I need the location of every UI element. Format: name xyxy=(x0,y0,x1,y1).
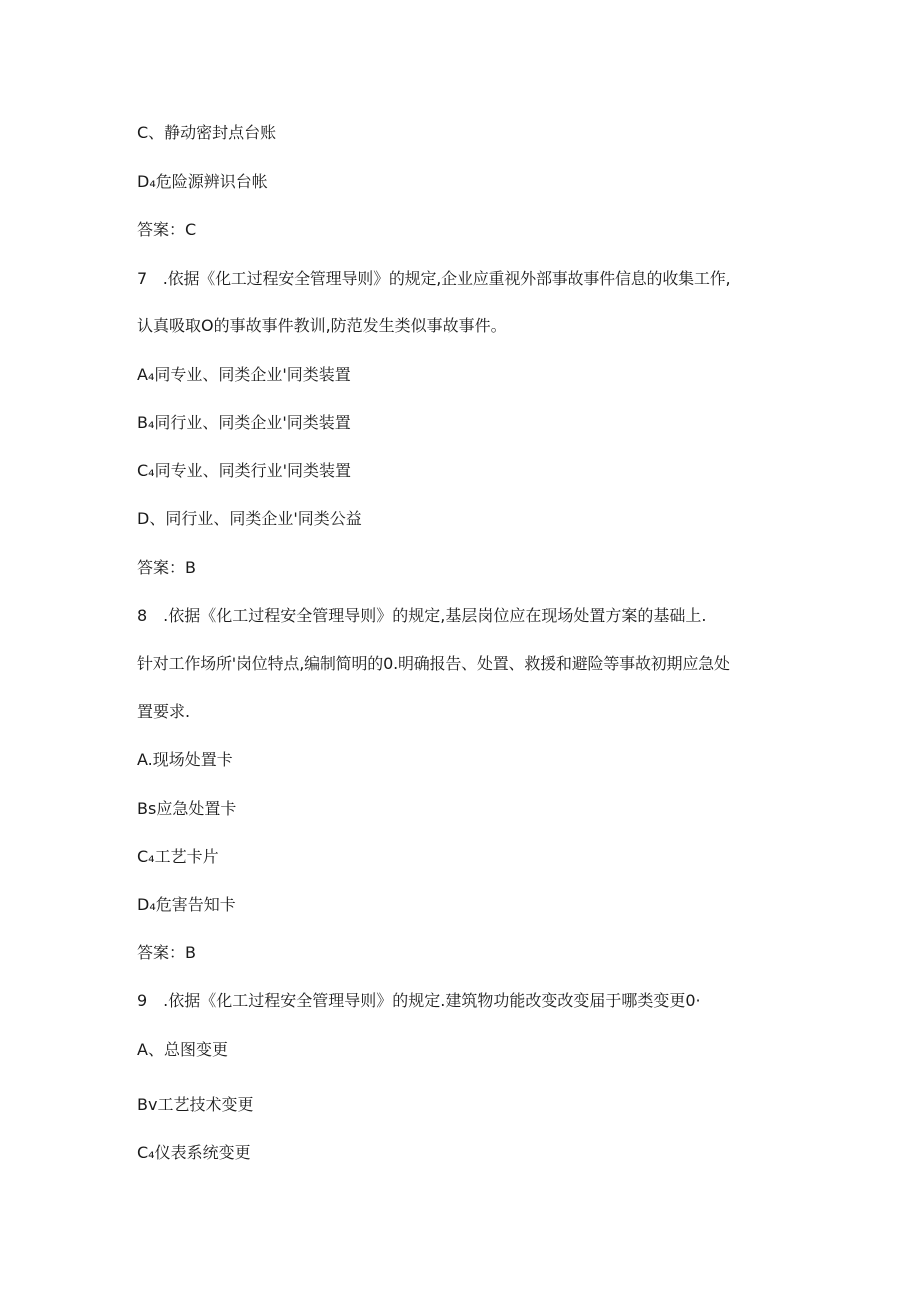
answer-q6: 答案：C xyxy=(137,220,197,239)
question-8-line-3: 置要求. xyxy=(137,702,191,721)
answer-q8: 答案：B xyxy=(137,943,196,962)
option-d-q6: D₄危险源辨识台帐 xyxy=(137,172,268,191)
question-8-line-1: 8 .依据《化工过程安全管理导则》的规定,基层岗位应在现场处置方案的基础上. xyxy=(137,606,707,625)
option-b-q9: Bv工艺技术变更 xyxy=(137,1095,254,1114)
option-b-q8: Bs应急处置卡 xyxy=(137,799,237,818)
option-c-q9: C₄仪表系统变更 xyxy=(137,1143,251,1162)
option-d-q7: D、同行业、同类企业'同类公益 xyxy=(137,509,362,528)
question-9: 9 .依据《化工过程安全管理导则》的规定.建筑物功能改变改变届于哪类变更0· xyxy=(137,991,701,1010)
option-d-q8: D₄危害告知卡 xyxy=(137,895,236,914)
option-b-q7: B₄同行业、同类企业'同类装置 xyxy=(137,413,351,432)
question-7-line-2: 认真吸取O的事故事件教训,防范发生类似事故事件。 xyxy=(137,316,507,335)
answer-q7: 答案：B xyxy=(137,558,196,577)
option-a-q7: A₄同专业、同类企业'同类装置 xyxy=(137,365,351,384)
option-c-q8: C₄工艺卡片 xyxy=(137,847,219,866)
option-a-q8: A.现场处置卡 xyxy=(137,750,233,769)
question-8-line-2: 针对工作场所'岗位特点,编制简明的0.明确报告、处置、救援和避险等事故初期应急处 xyxy=(137,654,730,673)
option-c-q7: C₄同专业、同类行业'同类装置 xyxy=(137,461,351,480)
option-a-q9: A、总图变更 xyxy=(137,1040,228,1059)
option-c-q6: C、静动密封点台账 xyxy=(137,123,277,142)
question-7-line-1: 7 .依据《化工过程安全管理导则》的规定,企业应重视外部事故事件信息的收集工作, xyxy=(137,269,731,288)
